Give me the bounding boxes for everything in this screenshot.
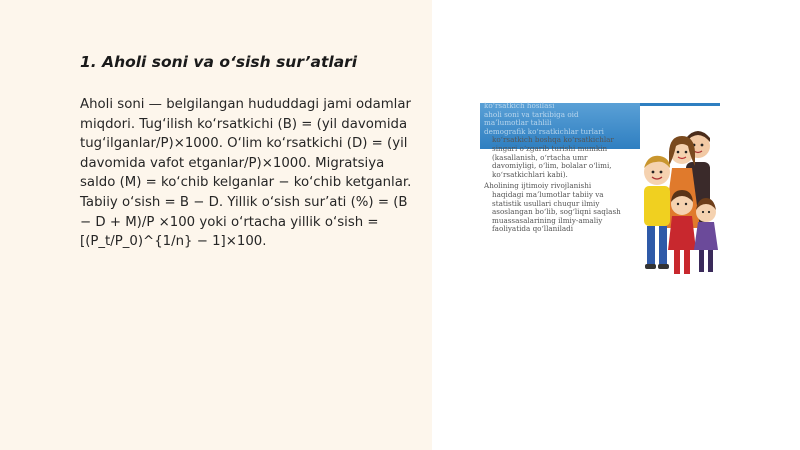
slide-title: 1. Aholi soni va o‘sish sur’atlari (80, 53, 358, 71)
figure-blue-header-line (640, 103, 720, 106)
girl-figure (668, 190, 696, 274)
figure-text-line: (kasallanish, o‘rtacha umr (492, 153, 588, 162)
figure-text-line: muassasalarining ilmiy-amaliy (492, 216, 603, 225)
figure-text-line: ko‘rsatkich boshqa ko‘rsatkichlar (492, 136, 614, 145)
figure-text-line: asoslangan bo‘lib, sog‘liqni saqlash (492, 208, 621, 217)
textbook-figure (480, 100, 720, 284)
figure-text-line: Aholining ijtimoiy rivojlanishi (484, 182, 592, 191)
figure-text-block (484, 102, 640, 234)
figure-text-line: ko‘rsatkich hosilasi (484, 102, 555, 110)
family-illustration (642, 116, 720, 282)
figure-text-line: davomiyligi, o‘lim, bolalar o‘limi, (492, 162, 612, 171)
small-child-figure (694, 198, 718, 272)
slide-body-text: Aholi soni — belgilangan hududdagi jami odamlar miqdori. Tug‘ilish ko‘rsatkichi (B) = (yil davomida tug‘ilganlar/P)×1000. O‘lim ko‘rsatkichi (D) = (yil davomida vafot etganlar/P)×1000. Migratsiya saldo (M) = ko‘chib kelganlar − ko‘chib ketganlar. Tabiiy o‘sish = B − D. Yillik o‘sish sur’ati (%) = (B − D + M)/P ×100 yoki o‘rtacha yillik o‘sish = [(P_t/P_0)^{1/n} − 1]×100. (80, 97, 412, 250)
figure-text-line: ko‘rsatkichlari kabi). (492, 170, 568, 179)
figure-text-line: aholi soni va tarkibiga oid (484, 110, 579, 119)
figure-text-line: ma’lumotlar tahlili (484, 119, 552, 128)
figure-text-line: haqidagi ma’lumotlar tabiiy va (492, 190, 604, 199)
figure-text-line: singari o‘zgarib turishi mumkin (492, 144, 608, 153)
figure-text-line: statistik usullari chuqur ilmiy (492, 199, 600, 208)
boy-figure (644, 156, 670, 269)
figure-text-line: demografik ko‘rsatkichlar turlari (484, 127, 604, 136)
figure-text-line: faoliyatida qo‘llaniladi (492, 225, 574, 234)
